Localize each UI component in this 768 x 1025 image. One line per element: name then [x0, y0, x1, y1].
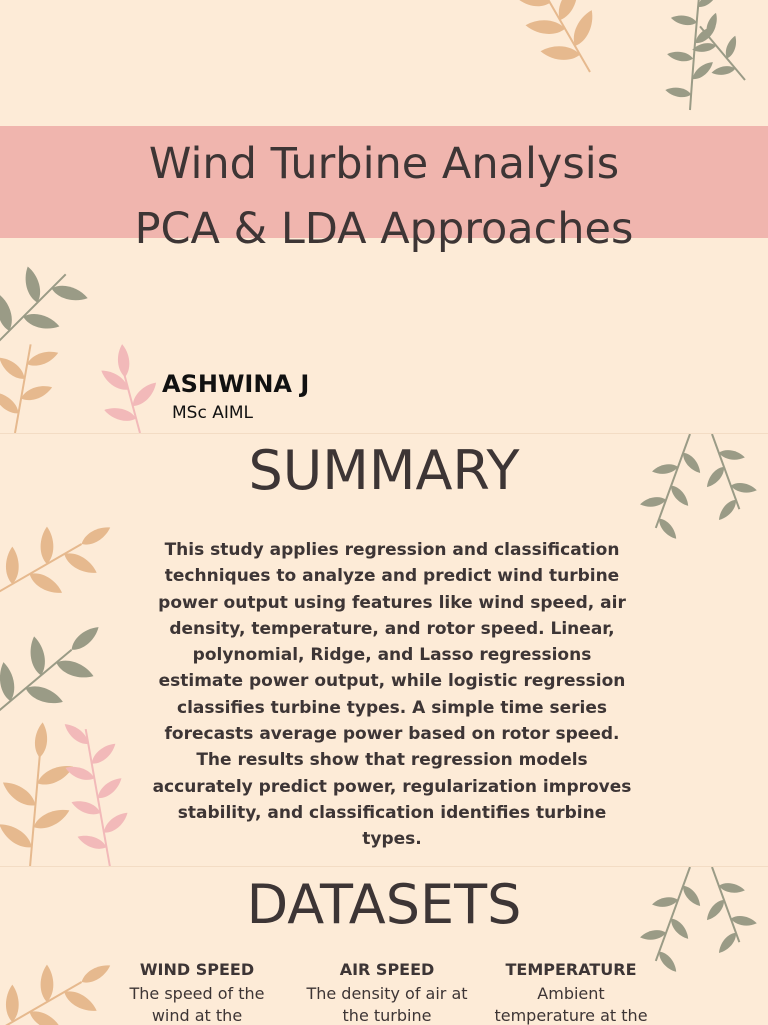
- dataset-column-desc: The density of air at the turbine: [306, 984, 468, 1025]
- tan-branch-top-right: [496, 0, 621, 90]
- dataset-column-title: TEMPERATURE: [505, 960, 637, 979]
- pink-branch: [86, 337, 170, 433]
- pink-branch: [55, 712, 139, 867]
- summary-heading: SUMMARY: [248, 439, 520, 502]
- title-slide: [0, 0, 768, 433]
- sage-branch-left: [0, 246, 94, 370]
- dataset-column-air-speed: [302, 960, 472, 1025]
- sage-branch-left: [0, 598, 123, 743]
- summary-body: This study applies regression and classification techniques to analyze and predict wind turbine power output using features like wind speed, air density, temperature, and rotor speed. Linear, polynomial, Ridge, and Lasso regressions estimate power output, while logistic regression classifies turbine types. A simple time series forecasts average power based on rotor speed. The results show that regression models accurately predict power, regularization improves stability, and classification identifies turbine types.: [152, 540, 632, 850]
- dataset-column-desc: Ambient temperature at the: [494, 984, 648, 1025]
- tan-branch-left: [0, 935, 128, 1025]
- dataset-column-title: AIR SPEED: [339, 960, 435, 979]
- title-line-1: Wind Turbine Analysis: [148, 139, 620, 189]
- author-degree: MSc AIML: [172, 403, 253, 423]
- tan-branch-left-top: [0, 497, 128, 625]
- tan-branch-left: [0, 338, 62, 433]
- author-name: ASHWINA J: [162, 370, 310, 398]
- datasets-slide: [0, 866, 768, 1025]
- dataset-column-title: WIND SPEED: [139, 960, 255, 979]
- dataset-column-desc: The speed of the wind at the: [129, 984, 265, 1025]
- title-line-2: PCA & LDA Approaches: [134, 204, 634, 254]
- tan-branch-left-bottom: [0, 719, 80, 867]
- dataset-column-wind-speed: [112, 960, 282, 1025]
- summary-slide: [0, 433, 768, 867]
- dataset-column-temperature: [486, 960, 656, 1025]
- datasets-heading: DATASETS: [246, 873, 522, 936]
